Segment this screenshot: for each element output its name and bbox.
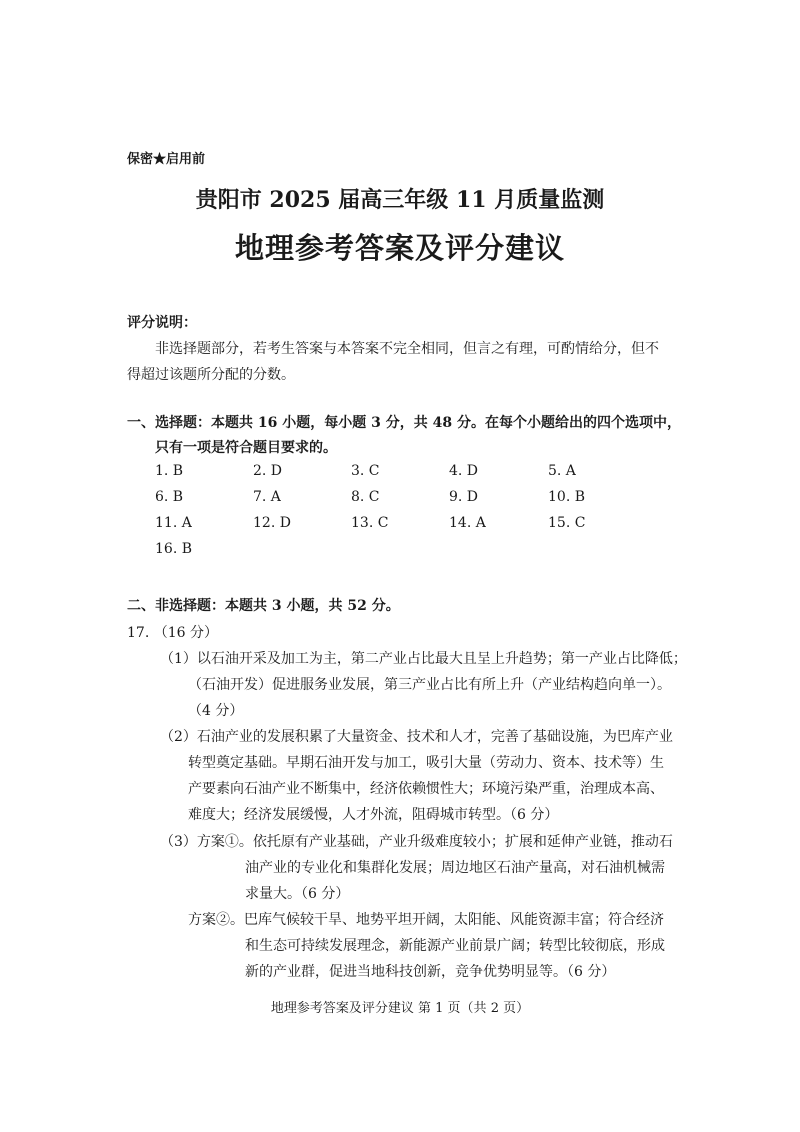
answer-paragraph-line: 求量大。（6 分）	[245, 886, 350, 902]
answer-item: 1. B	[155, 463, 184, 479]
answer-paragraph-line: 难度大；经济发展缓慢，人才外流，阻碍城市转型。（6 分）	[188, 807, 559, 823]
answer-item: 2. D	[253, 463, 283, 479]
answer-item: 13. C	[351, 515, 389, 531]
page-footer: 地理参考答案及评分建议 第 1 页（共 2 页）	[270, 1001, 530, 1016]
section-1-heading: 只有一项是符合题目要求的。	[155, 440, 337, 456]
answer-paragraph-line: 和生态可持续发展理念，新能源产业前景广阔；转型比较彻底，形成	[245, 938, 665, 954]
scoring-notes-line: 得超过该题所分配的分数。	[127, 367, 295, 383]
answer-paragraph-line: 油产业的专业化和集群化发展；周边地区石油产量高，对石油机械需	[245, 860, 665, 876]
scoring-notes-line: 非选择题部分，若考生答案与本答案不完全相同，但言之有理，可酌情给分，但不	[155, 341, 659, 357]
section-2-heading: 二、非选择题：本题共 3 小题，共 52 分。	[127, 598, 400, 614]
answer-item: 8. C	[351, 489, 380, 505]
answer-item: 11. A	[155, 515, 192, 531]
answer-item: 3. C	[351, 463, 380, 479]
answer-item: 12. D	[253, 515, 291, 531]
answer-item: 10. B	[548, 489, 586, 505]
answer-paragraph-line: 产要素向石油产业不断集中，经济依赖惯性大；环境污染严重，治理成本高、	[188, 781, 664, 797]
answer-item: 15. C	[548, 515, 586, 531]
question-17-title: 17. （16 分）	[127, 625, 218, 641]
scoring-notes-heading: 评分说明：	[127, 315, 197, 331]
answer-item: 16. B	[155, 541, 193, 557]
answer-item: 5. A	[548, 463, 576, 479]
answer-paragraph-line: （1）以石油开采及加工为主，第二产业占比最大且呈上升趋势；第一产业占比降低；	[160, 651, 687, 667]
answer-item: 6. B	[155, 489, 184, 505]
confidential-label: 保密★启用前	[127, 152, 206, 167]
answer-paragraph-line: 转型奠定基础。早期石油开发与加工，吸引大量（劳动力、资本、技术等）生	[188, 755, 664, 771]
answer-paragraph-line: （4 分）	[188, 703, 244, 719]
answer-paragraph-line: （3）方案①。依托原有产业基础，产业升级难度较小；扩展和延伸产业链，推动石	[160, 834, 673, 850]
answer-paragraph-line: 新的产业群，促进当地科技创新，竞争优势明显等。（6 分）	[245, 964, 616, 980]
answer-paragraph-line: （石油开发）促进服务业发展，第三产业占比有所上升（产业结构趋向单一）。	[188, 677, 671, 693]
answer-item: 14. A	[449, 515, 486, 531]
answer-paragraph-line: 方案②。巴库气候较干旱、地势平坦开阔，太阳能、风能资源丰富；符合经济	[188, 912, 664, 928]
answer-item: 7. A	[253, 489, 281, 505]
answer-item: 4. D	[449, 463, 479, 479]
exam-title: 贵阳市 2025 届高三年级 11 月质量监测	[195, 187, 605, 213]
answer-item: 9. D	[449, 489, 479, 505]
document-title: 地理参考答案及评分建议	[234, 231, 565, 265]
answer-paragraph-line: （2）石油产业的发展积累了大量资金、技术和人才，完善了基础设施，为巴库产业	[160, 729, 673, 745]
section-1-heading: 一、选择题：本题共 16 小题，每小题 3 分，共 48 分。在每个小题给出的四个选项中，	[127, 415, 681, 431]
